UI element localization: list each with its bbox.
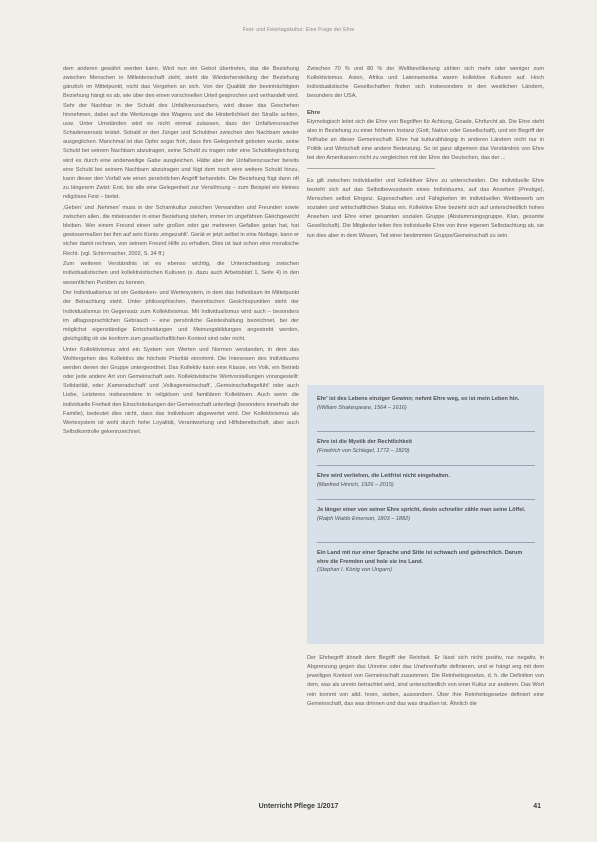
quote-box [307, 385, 544, 644]
body-paragraph: Es gilt zwischen individueller und kollektiver Ehre zu unterscheiden. Die individuelle Ehre bezieht sich auf das Selbstbewusstsein eines Individuums, auf das Ansehen (Prestige), Menschen selbst Ehrgeiz. Eigenschaften und Fähigkeiten im individuellen Wettbewerb um sozialen und wirtschaftlichen Status ein. Kollektive Ehre bezieht sich auf unterschiedlich hohes Ansehen und Ehre einer gesamten sozialen Gruppe (Abstammungsgruppe, Klan, gesamte Gesellschaft). Die Mitglieder teilen ihre individuelle Ehre von ihrer eigenen Selbstachtung ab, sie tun dies aber in dem Wissen, Teil einer bestimmten Gruppe/Gemeinschaft zu sein. [307, 177, 544, 239]
left-column [63, 65, 299, 439]
body-paragraph: Der Ehrbegriff ähnelt dem Begriff der Reinheit. Er lässt sich nicht positiv, nur negativ, in Abgrenzung gegen das Unreine oder das Unehrenhafte definieren, und er hängt eng mit dem jeweiligen Kontext von Gemeinschaft zusammen. Die Reinheitsgesetze, d. h. die Definition von dem, was als unrein betrachtet wird, sind unterschiedlich von einer Kultur zur anderen. Das Wort rein kommt von altd. hrein, sieben, aussondern. Über ihre Reinheitsgesetze definiert eine Gemeinschaft, das was drinnen und das was draußen ist. Ähnlich die [307, 655, 544, 707]
body-paragraph: Zum weiteren Verständnis ist es ebenso wichtig, die Unterscheidung zwischen individualistischen und kollektivistischen Kulturen (s. dazu auch Arbeitsblatt 1, Seite 4) in den wesentlichen Punkten zu kennen. [63, 261, 299, 286]
quote-divider [317, 499, 535, 500]
quote-author: (Manfred Hinrich, 1926 – 2015) [317, 481, 394, 488]
body-paragraph: dem anderen gewährt werden kann. Wird nun ein Gebot übertreten, das die Beziehung zwischen Menschen in Mitleidenschaft zieht, steht die Wiederherstellung der Beziehung gänzlich im Mittelpunkt, nicht das Vergehen an sich. Von der Qualität der beeinträchtigten Beziehung hängt es ab, wie über den einen vorschnellen Urteil gesprochen und verhandelt wird. Sehr der Nachbar in der Schuld des Unfallverursachers, wird dieser das Geschehen hinnehmen, dabei auf die Werkzeuge des Wagens und die Hinderlichkeit der Straße achten, usw. Unter Umständen wird es nicht einmal zulassen, dass der Unfallverursacher Schadensersatz leistet. Sobald er den Jünger und Schuldner zwischen den Nachbarn wieder ausgeglichen. Manchmal ist das Opfer sogar froh, dass ihm Gelegenheit geboten wurde, seine Schuld bei seinem Nachbarn abzutragen, seine Schuld zu tragen oder eine Schuldbegleichung wird es durch eine anderweitige Gabe ausgleichen. Hätte aber der Unfallverursacher bereits eine Schuld bei seinem Nachbarn abzutragen und fügt dem noch eine weitere Schuld hinzu, kann dieser den Vorfall wie einen persönlichen Angriff behandeln. Die Beziehung fügt dann oft zu längerem Zwist: Erst, bis alle eine Gelegenheit zur Versöhnung – zum Beispiel ein kleines religiöses Fest – bietet. [63, 66, 299, 201]
body-paragraph: ‚Geben' und ‚Nehmen' muss in der Schamkultur zwischen Verwandten und Freunden sowie zwischen allen, die miteinander in einer Beziehung stehen, immer im ungefähren Gleichgewicht bleiben. Wer einem Freund einen sehr großen oder gar mehreren Gefallen getan hat, hat gewissermaßen bei ihm auf sein Konto ‚eingezahlt'. Gerät er jetzt selbst in eine Notlage, kann er sicher damit rechnen, von seinem Freund Hilfe zu erhalten. Dies ist laut schon eine moralische Recht. (vgl. Schirrmacher, 2002, S. 34 ff.) [63, 204, 300, 257]
quote-item [317, 395, 535, 412]
quote-text: Ein Land mit nur einer Sprache und Sitte ist schwach und gebrechlich. Darum ehre die Fremden und hole sie ins Land. [317, 550, 523, 565]
quote-text: Ehre ist die Mystik der Rechtlichkeit [317, 439, 412, 445]
quote-item [317, 549, 535, 575]
quote-text: Ehr' ist des Lebens einziger Gewinn; nehmt Ehre weg, so ist mein Leben hin. [317, 396, 520, 402]
quote-item [317, 472, 535, 489]
quote-divider [317, 465, 535, 466]
quote-item [317, 506, 535, 523]
quote-divider [317, 542, 535, 543]
quote-text: Je länger einer von seiner Ehre spricht, desto schneller zähle man seine Löffel. [317, 507, 526, 513]
quote-divider [317, 431, 535, 432]
page-number: 41 [533, 803, 541, 810]
page-footer [0, 803, 597, 815]
running-header: Fest- und Feiertagskultur: Eine Frage der Ehre [242, 27, 355, 33]
body-paragraph: Unter Kollektivismus wird ein System von Werten und Normen verstanden, in dem das Wohlergehen des Kollektivs die höchste Priorität einnimmt. Die Interessen des Individuums werden denen der Gruppe untergeordnet. Das Kollektiv kann eine Klasse, ein Volk, ein Betrieb oder jede andere Art von Gemeinschaft sein. Kollektivistische Wertvorstellungen vorangestellt: Solidarität, oder ‚Kameradschaft' und ‚Volksgemeinschaft', ‚Gemeinschaftsgefühl' oder auch Liebe, Letzteres insbesondere in religiösen und familiären Kollektiven. Auch wenn die individuelle Freiheit den Einschränkungen der Gemeinschaft unterliegt (besonders innerhalb der Familie), bedeutet dies nicht, dass das Individuum abgewertet wird. Der Kollektivismus als Wertesystem ist wohl durch hohe Loyalität, Verantwortung und Hilfsbereitschaft, aber auch Selbstkontrolle gekennzeichnet. [63, 346, 299, 436]
section-heading-ehre: Ehre [307, 109, 321, 116]
body-paragraph: Zwischen 70 % und 80 % der Weltbevölkerung zählen sich mehr oder weniger zum Kollektivismus. Asien, Afrika und Lateinamerika waren kollektive Kulturen auf. Hoch individualistische Gesellschaften finden sich insbesondere in den westlichen Ländern, besonders der USA. [307, 66, 544, 100]
section-divider [307, 168, 435, 169]
journal-title: Unterricht Pflege 1/2017 [258, 803, 339, 810]
quote-author: (Stephan I. König von Ungarn) [317, 567, 392, 574]
right-column [307, 65, 544, 245]
quote-item [317, 438, 535, 455]
quote-author: (Ralph Waldo Emerson, 1803 – 1882) [317, 515, 411, 522]
quote-text: Ehre wird verliehen, die Leitfrist nicht eingehalten. [317, 473, 450, 479]
quote-author: (William Shakespeare, 1564 – 1616) [317, 404, 407, 411]
body-paragraph: Etymologisch leitet sich die Ehre von Begriffen für Achtung, Gnade, Ehrfurcht ab. Die Ehre steht also in Beziehung zu einer höheren Instanz (Gott, Nation oder Gesellschaft), und ein Begriff der Teilhabe an dieser Gemeinschaft. Ehre hat kulturabhängig in anderen Ländern nicht nur in Politik und Wirtschaft eine andere Bedeutung. So ist ganz allgemein das Verständnis von Ehre bei den Amerikanern nicht zu vergleichen mit der Ehre der Deutschen, das der ... [307, 118, 544, 162]
right-column-bottom [307, 654, 544, 709]
quote-author: (Friedrich von Schlegel, 1772 – 1829) [317, 447, 410, 454]
body-paragraph: Der Individualismus ist ein Gedanken- und Wertesystem, in dem das Individuum im Mittelpunkt der Betrachtung steht. Unter philosophischen, theoretischen Gesichtspunkten steht der Individualismus im Gegensatz zum Kollektivismus. Mit Individualismus wird auch – besonders im alltagssprachlichen Gebrauch – eine persönliche Geisteshaltung bezeichnet, bei der möglichst eigenständige Entscheidungen und Meinungsbildungen angestrebt werden, gleichgültig ob sie konform zum gesellschaftlichen Kontext sind oder nicht. [63, 290, 299, 343]
